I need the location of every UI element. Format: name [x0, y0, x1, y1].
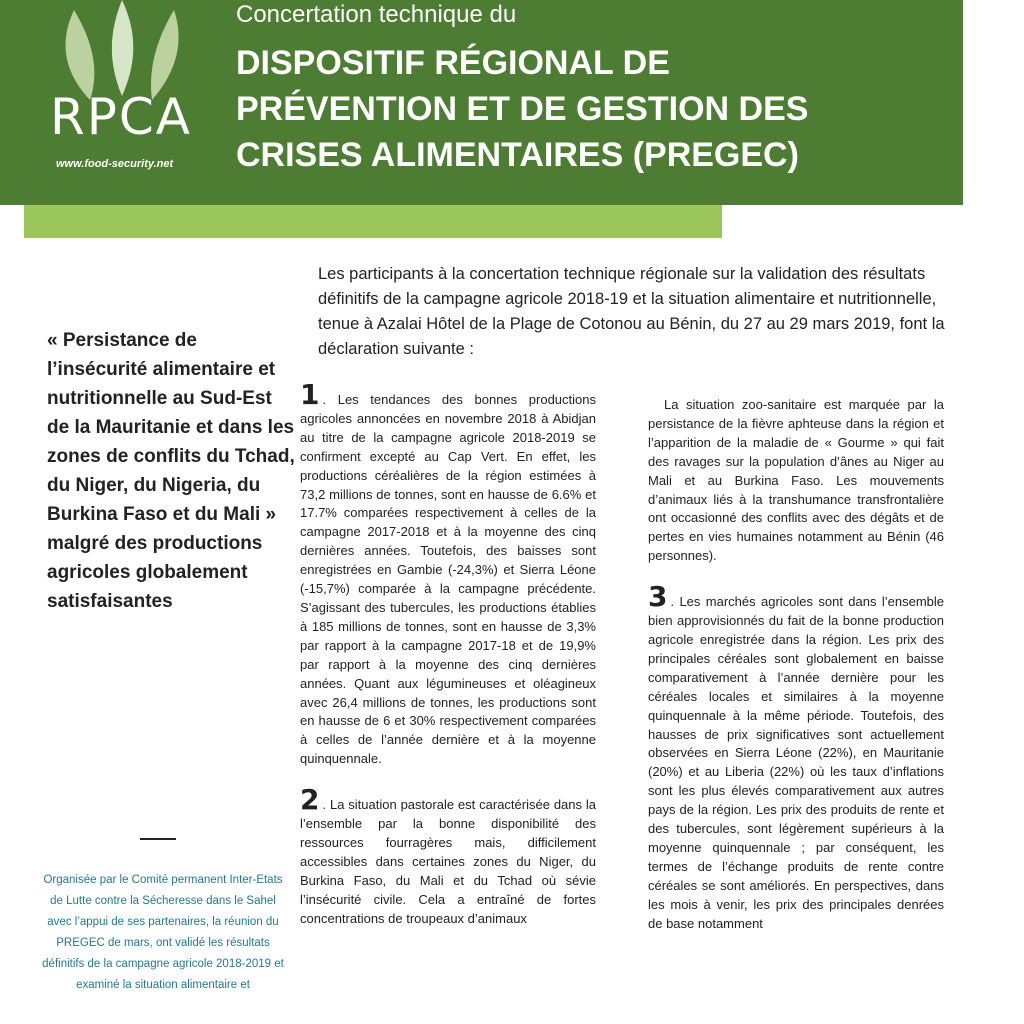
header-subtitle: Concertation technique du	[236, 1, 517, 28]
intro-paragraph: Les participants à la concertation technique régionale sur la validation des résultats définitifs de la campagne agricole 2018-19 et la situation alimentaire et nutritionnelle, tenue à Azalai Hôtel de la Plage de Cotonou au Bénin, du 27 au 29 mars 2019, font la déclaration suivante :	[318, 265, 945, 358]
logo-url[interactable]: www.food-security.net	[56, 158, 174, 170]
section-1	[300, 378, 596, 769]
logo-text: RPCA	[50, 88, 193, 146]
text-column-right	[648, 396, 944, 955]
accent-bar	[24, 205, 722, 238]
section-number: 1	[300, 378, 320, 411]
section-number: 2	[300, 783, 320, 817]
page-title	[236, 40, 936, 178]
section-text: . La situation pastorale est caractérisée dans la l’ensemble par la bonne disponibilité des ressources fourragères mais, difficilement accessibles dans certaines zones du Niger, du Burkina Faso, du Mali et du Tchad où sévie l’insécurité civile. Cela a entraîné de fortes concentrations de troupeaux d’animaux	[300, 797, 596, 926]
section-text: . Les marchés agricoles sont dans l’ensemble bien approvisionnés du fait de la bonne production agricole enregistrée dans la région. Les prix des principales céréales sont globalement en baisse comparativement à l’année dernière pour les céréales locales et similaires à la moyenne quinquennale à la même période. Toutefois, des hausses de prix significatives sont actuellement observées en Sierra Léone (22%), en Mauritanie (20%) et au Liberia (22%) où les taux d’inflations sont les plus élevés comparativement aux autres pays de la région. Les prix des produits de rente et des tubercules, sont légèrement supérieurs à la moyenne quinquennale ; par conséquent, les termes de l’échange produits de rente contre céréales se sont améliorés. En perspectives, dans les mois à venir, les prix des principales denrées de base notamment	[648, 594, 944, 931]
section-2-continued: La situation zoo-sanitaire est marquée par la persistance de la fièvre aphteuse dans la région et l’apparition de la maladie de « Gourme » qui fait des ravages sur la population d’ânes au Niger au Mali et au Burkina Faso. Les mouvements d’animaux liés à la transhumance transfrontalière ont occasionné des conflits avec des dégâts et de pertes en vies humaines notamment au Bénin (46 personnes).	[648, 397, 944, 564]
title-line-2: PRÉVENTION ET DE GESTION DES	[236, 90, 809, 128]
title-line-1: DISPOSITIF RÉGIONAL DE	[236, 44, 670, 82]
leaf-logo-icon	[52, 0, 192, 100]
divider	[140, 838, 176, 840]
pull-quote: « Persistance de l’insécurité alimentaire et nutritionnelle au Sud-Est de la Mauritanie et dans les zones de conflits du Tchad, du Niger, du Nigeria, du Burkina Faso et du Mali » malgré des productions agricoles globalement satisfaisantes	[47, 330, 295, 612]
section-2	[300, 783, 596, 928]
title-line-3: CRISES ALIMENTAIRES (PREGEC)	[236, 136, 799, 174]
header-edge	[963, 0, 1001, 205]
section-number: 3	[648, 580, 668, 614]
side-note: Organisée par le Comité permanent Inter-Etats de Lutte contre la Sécheresse dans le Sahel avec l’appui de ses partenaires, la réunion du PREGEC de mars, ont validé les résultats définitifs de la campagne agricole 2018-2019 et examiné la situation alimentaire et	[42, 874, 284, 991]
text-column-left	[300, 378, 596, 950]
section-text: . Les tendances des bonnes productions agricoles annoncées en novembre 2018 à Abidjan au titre de la campagne agricole 2018-2019 se confirment excepté au Cap Vert. En effet, les productions céréalières de la région estimées à 73,2 millions de tonnes, sont en hausse de 6.6% et 17.7% comparées respectivement à celles de la campagne 2017-2018 et à la moyenne des cinq dernières années. Toutefois, des baisses sont enregistrées en Gambie (-24,3%) et Sierra Léone (-15,7%) comparée à la campagne précédente. S’agissant des tubercules, les productions établies à 185 millions de tonnes, sont en hausse de 3,3% par rapport à la campagne 2017-18 et de 19,9% par rapport à la moyenne des cinq dernières années. Quant aux légumineuses et oléagineux avec 26,4 millions de tonnes, les productions sont en hausse de 6 et 30% respectivement comparées à celles de l’année dernière et à la moyenne quinquennale.	[300, 392, 596, 767]
section-3	[648, 580, 944, 933]
